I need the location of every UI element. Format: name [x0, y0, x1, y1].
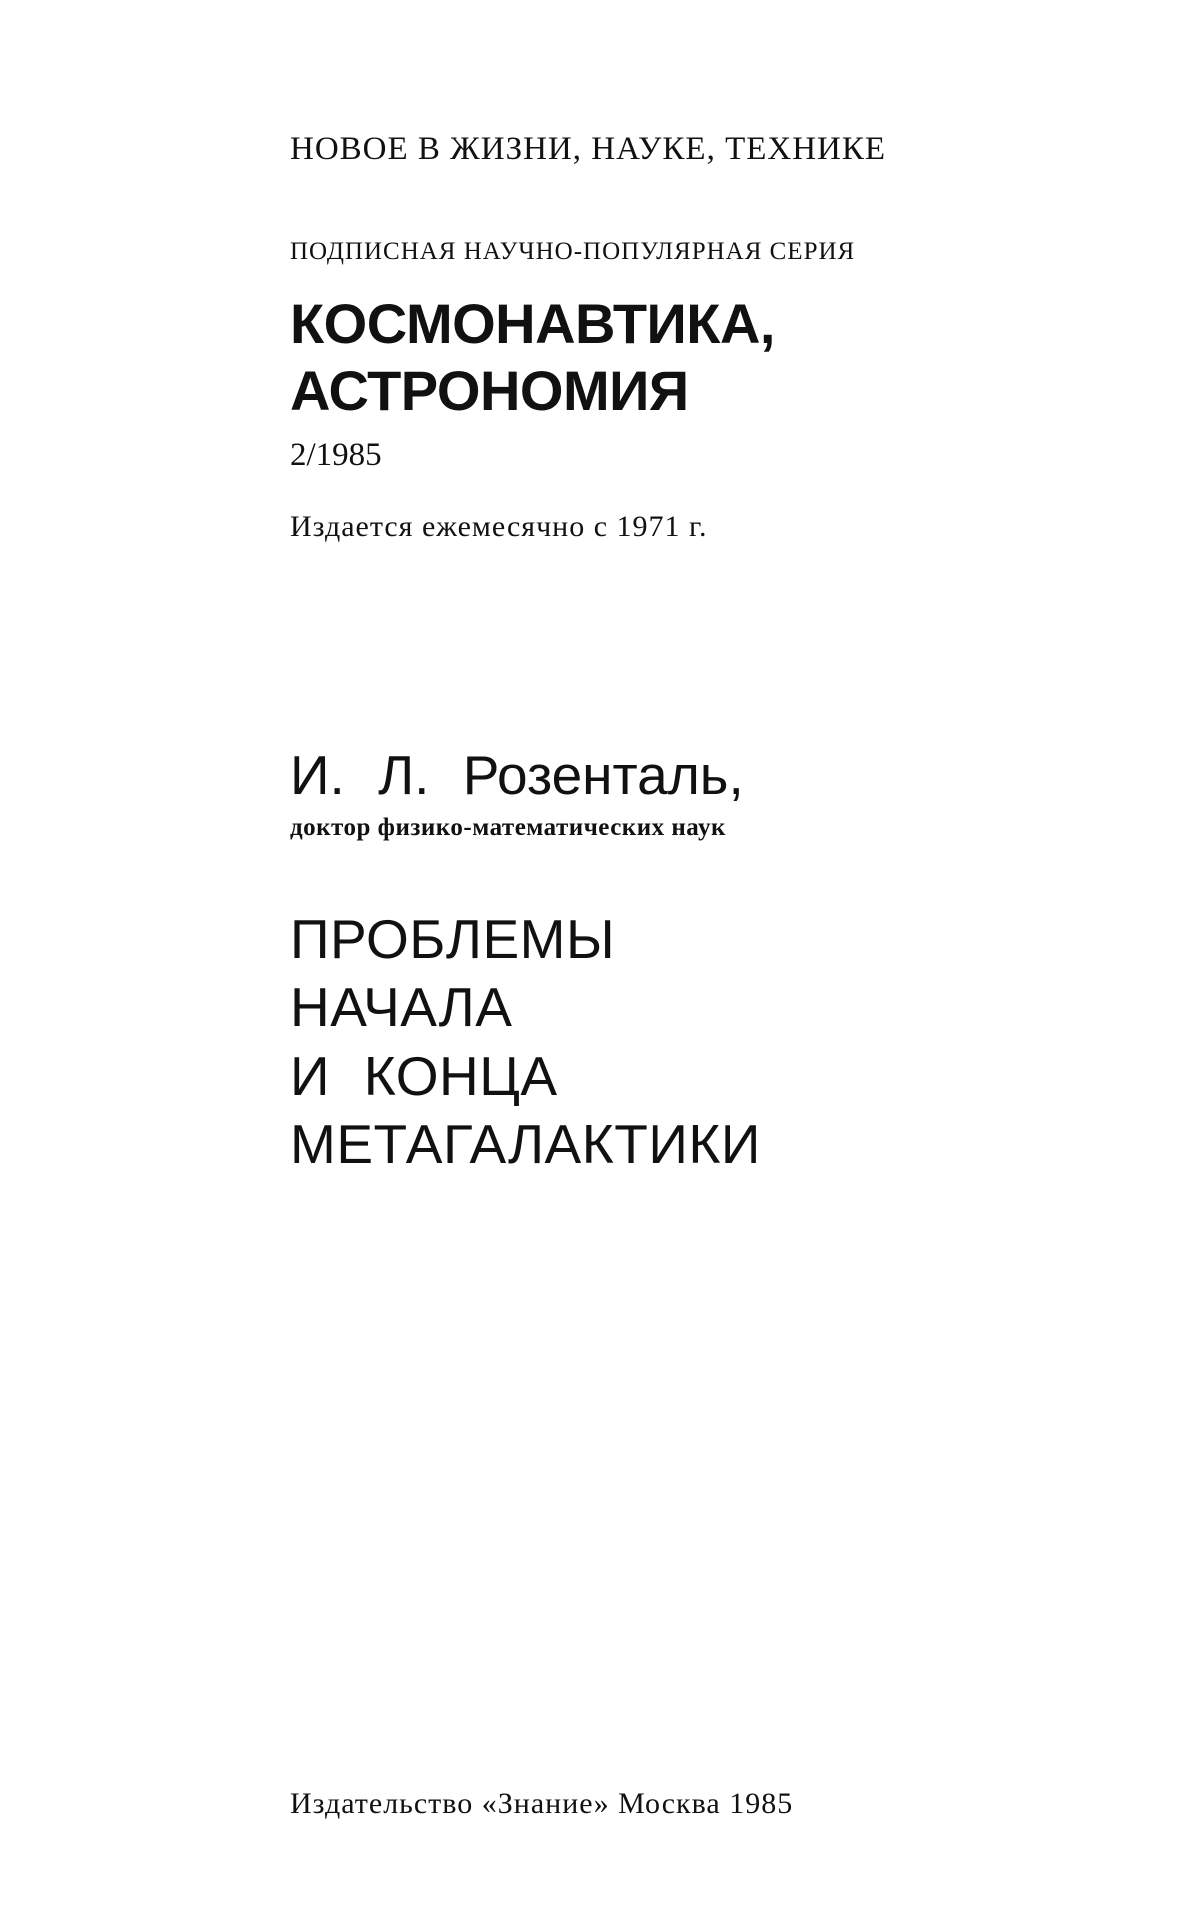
- author-degree: доктор физико-математических наук: [290, 814, 726, 841]
- issue-number: 2/1985: [290, 437, 382, 473]
- publication-frequency: Издается ежемесячно с 1971 г.: [290, 510, 708, 543]
- book-title-line-2: НАЧАЛА: [290, 976, 513, 1038]
- series-top-label: НОВОЕ В ЖИЗНИ, НАУКЕ, ТЕХНИКЕ: [290, 131, 887, 167]
- subscription-series-label: ПОДПИСНАЯ НАУЧНО-ПОПУЛЯРНАЯ СЕРИЯ: [290, 238, 856, 265]
- series-title-line-2: АСТРОНОМИЯ: [290, 359, 689, 422]
- book-title-line-3: И КОНЦА: [290, 1045, 558, 1107]
- series-title-line-1: КОСМОНАВТИКА,: [290, 292, 775, 355]
- book-title-line-4: МЕТАГАЛАКТИКИ: [290, 1113, 761, 1175]
- book-title-line-1: ПРОБЛЕМЫ: [290, 908, 616, 970]
- author-name: И. Л. Розенталь,: [290, 744, 744, 806]
- publisher-imprint: Издательство «Знание» Москва 1985: [290, 1787, 794, 1820]
